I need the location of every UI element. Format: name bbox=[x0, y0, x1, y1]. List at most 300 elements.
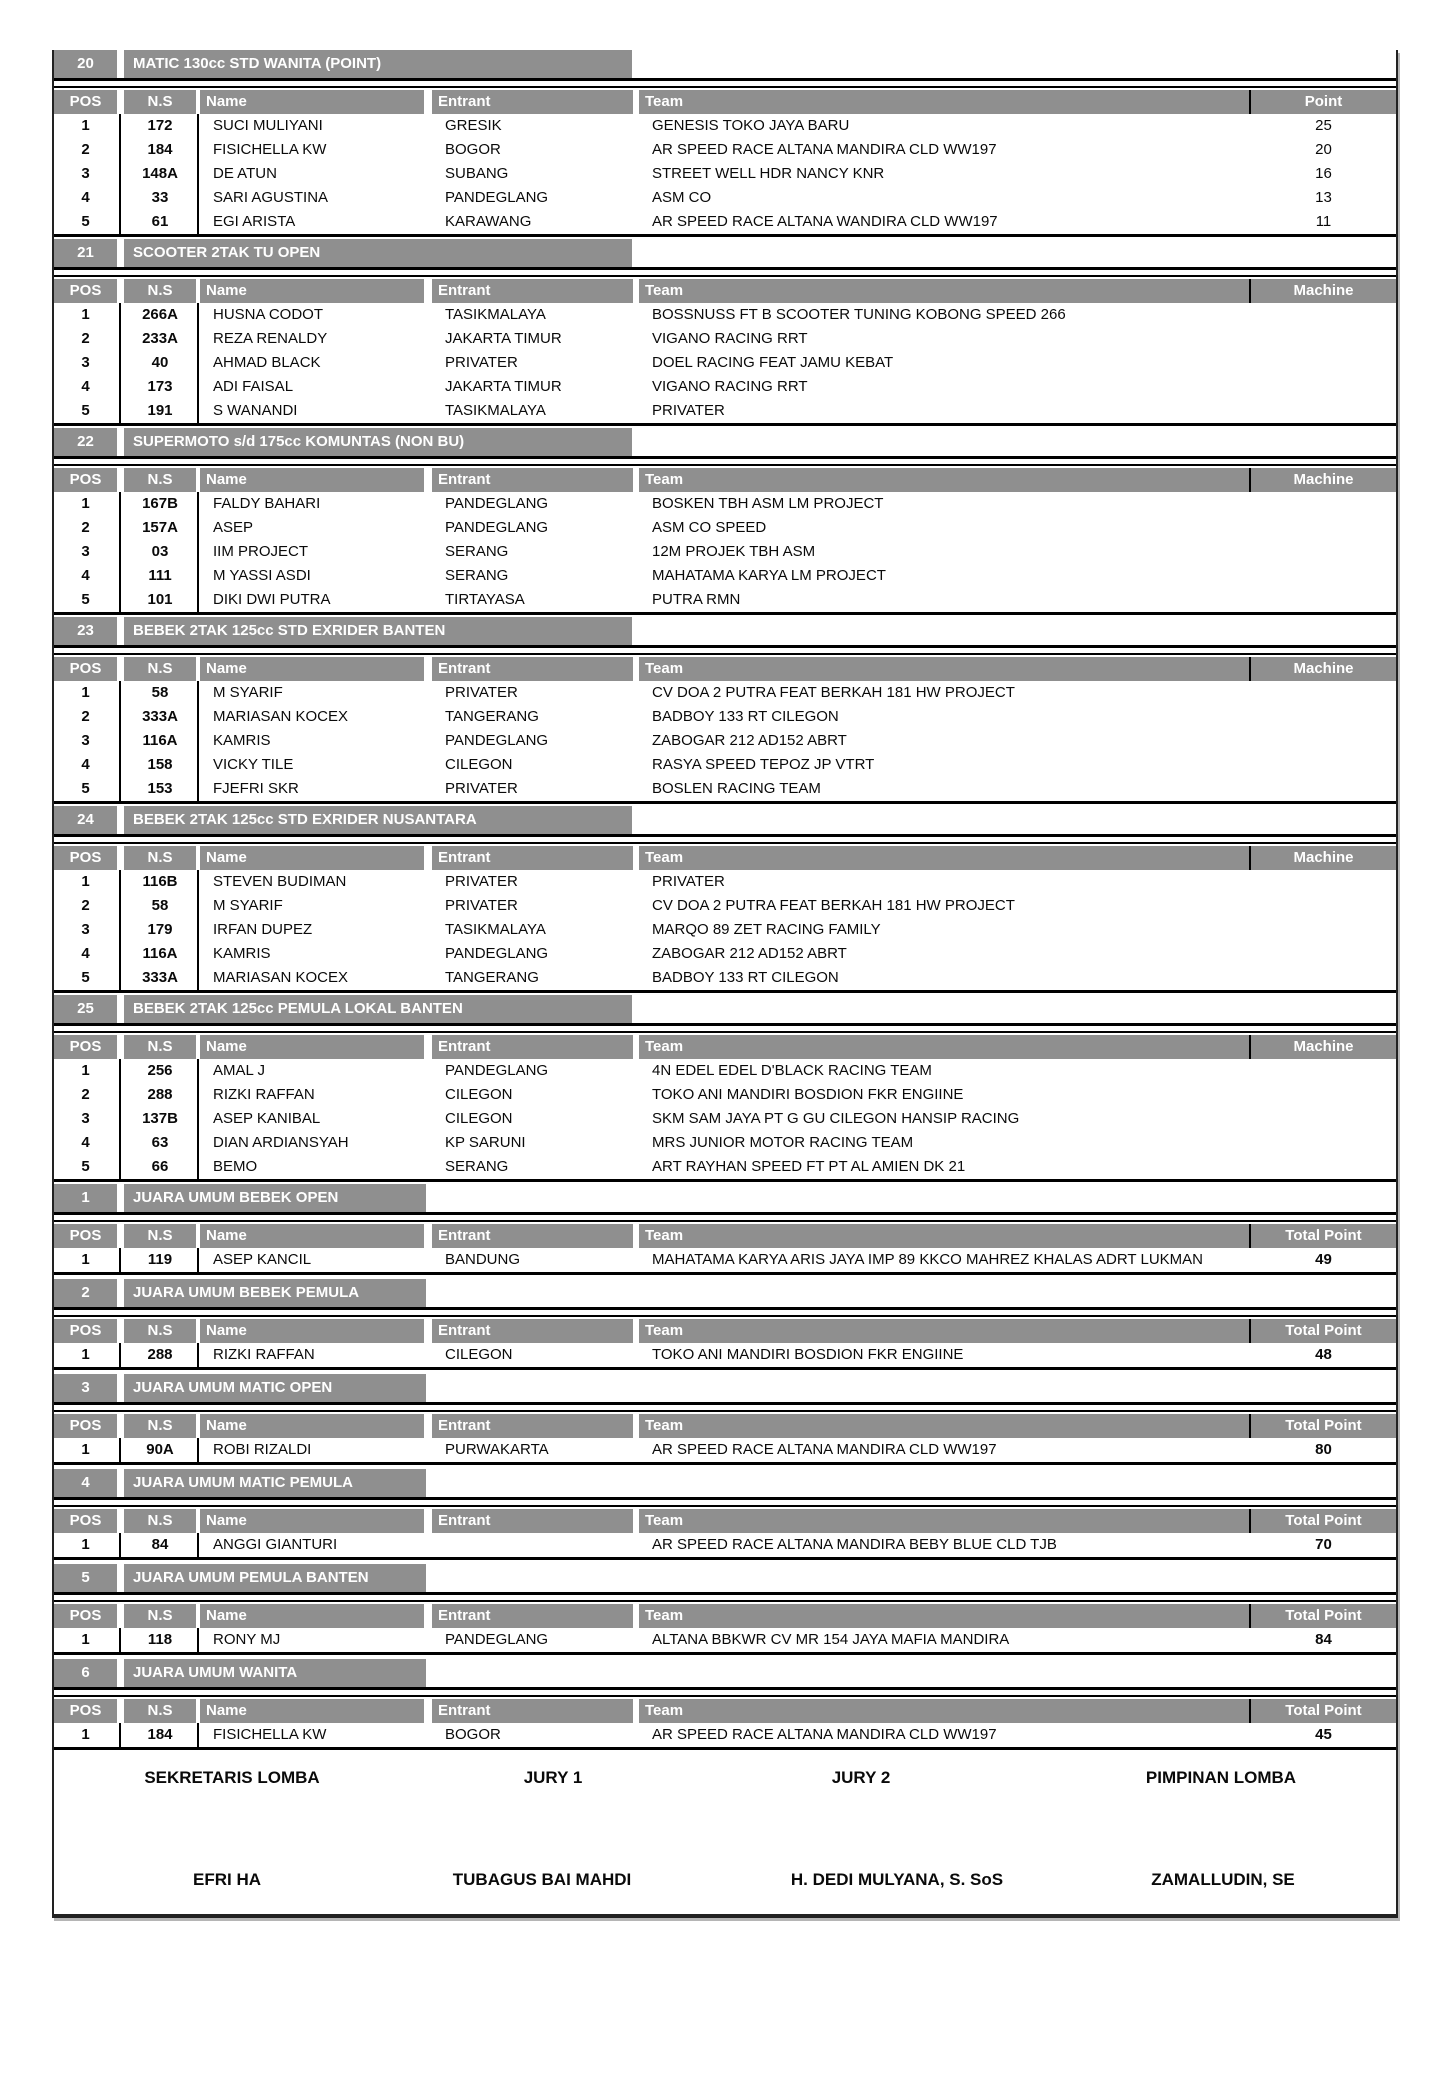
col-header-team: Team bbox=[639, 1224, 1249, 1248]
cell-pos: 5 bbox=[81, 1158, 90, 1175]
col-header-pos: POS bbox=[54, 1224, 117, 1248]
cell-name: KAMRIS bbox=[213, 732, 271, 749]
pos-column-rule bbox=[119, 1059, 121, 1179]
results-section bbox=[54, 239, 1396, 426]
cell-ns: 58 bbox=[151, 684, 169, 701]
cell-last: 45 bbox=[1315, 1726, 1332, 1743]
section-title: MATIC 130cc STD WANITA (POINT) bbox=[124, 50, 632, 78]
col-gap bbox=[424, 1059, 432, 1083]
cell-name: ADI FAISAL bbox=[213, 378, 294, 395]
col-gap bbox=[424, 138, 432, 162]
cell-name: HUSNA CODOT bbox=[213, 306, 324, 323]
column-header-row bbox=[54, 1699, 1396, 1723]
table-row bbox=[54, 1107, 1396, 1131]
results-section bbox=[54, 1469, 1396, 1560]
cell-ns: 179 bbox=[147, 921, 173, 938]
section-rows bbox=[54, 870, 1396, 993]
cell-ns: 167B bbox=[142, 495, 178, 512]
cell-pos: 1 bbox=[81, 1346, 90, 1363]
col-header-pos: POS bbox=[54, 90, 117, 114]
col-header-last: Machine bbox=[1251, 846, 1396, 870]
col-gap bbox=[424, 657, 432, 681]
cell-last bbox=[1251, 564, 1396, 588]
ns-column-rule bbox=[197, 1438, 199, 1462]
cell-pos: 3 bbox=[81, 165, 90, 182]
section-header-row bbox=[54, 806, 1396, 837]
col-gap bbox=[424, 279, 432, 303]
section-number: 21 bbox=[54, 239, 117, 267]
cell-ns: 288 bbox=[147, 1086, 173, 1103]
cell-entrant: PRIVATER bbox=[445, 354, 518, 371]
col-gap bbox=[424, 918, 432, 942]
col-gap bbox=[424, 1509, 432, 1533]
col-header-entrant: Entrant bbox=[432, 90, 633, 114]
cell-entrant: PRIVATER bbox=[445, 897, 518, 914]
col-header-name: Name bbox=[200, 279, 424, 303]
col-header-team: Team bbox=[639, 846, 1249, 870]
cell-pos: 1 bbox=[81, 117, 90, 134]
cell-ns: 61 bbox=[151, 213, 169, 230]
cell-team: DOEL RACING FEAT JAMU KEBAT bbox=[652, 354, 894, 371]
cell-last bbox=[1251, 303, 1396, 327]
cell-ns: 172 bbox=[147, 117, 173, 134]
cell-last bbox=[1251, 894, 1396, 918]
col-header-entrant: Entrant bbox=[432, 1604, 633, 1628]
cell-pos: 5 bbox=[81, 402, 90, 419]
results-section bbox=[54, 1374, 1396, 1465]
cell-entrant: GRESIK bbox=[445, 117, 502, 134]
results-section bbox=[54, 806, 1396, 993]
cell-ns: 111 bbox=[148, 567, 172, 584]
col-header-team: Team bbox=[639, 1699, 1249, 1723]
cell-team: AR SPEED RACE ALTANA MANDIRA CLD WW197 bbox=[652, 1726, 997, 1743]
section-number: 24 bbox=[54, 806, 117, 834]
cell-entrant: BANDUNG bbox=[445, 1251, 521, 1268]
cell-entrant: PRIVATER bbox=[445, 780, 518, 797]
results-section bbox=[54, 1564, 1396, 1655]
cell-entrant: JAKARTA TIMUR bbox=[445, 330, 562, 347]
cell-last: 13 bbox=[1315, 189, 1332, 206]
cell-name: FISICHELLA KW bbox=[213, 141, 327, 158]
col-gap bbox=[424, 1723, 432, 1747]
cell-pos: 4 bbox=[81, 189, 90, 206]
cell-name: ASEP KANCIL bbox=[213, 1251, 312, 1268]
cell-entrant: TIRTAYASA bbox=[445, 591, 525, 608]
cell-team: BOSKEN TBH ASM LM PROJECT bbox=[652, 495, 884, 512]
cell-team: VIGANO RACING RRT bbox=[652, 378, 808, 395]
cell-ns: 84 bbox=[151, 1536, 169, 1553]
col-header-entrant: Entrant bbox=[432, 279, 633, 303]
column-header-rule bbox=[54, 86, 1396, 114]
cell-pos: 3 bbox=[81, 354, 90, 371]
results-section bbox=[54, 995, 1396, 1182]
cell-last bbox=[1251, 540, 1396, 564]
col-header-last: Total Point bbox=[1251, 1319, 1396, 1343]
col-header-team: Team bbox=[639, 90, 1249, 114]
col-header-last: Machine bbox=[1251, 657, 1396, 681]
col-header-last: Total Point bbox=[1251, 1414, 1396, 1438]
col-gap bbox=[117, 1319, 124, 1343]
cell-name: AMAL J bbox=[213, 1062, 265, 1079]
signature-role-pimpinan: PIMPINAN LOMBA bbox=[1145, 1768, 1297, 1787]
signature-name-pimpinan: ZAMALLUDIN, SE bbox=[1151, 1870, 1295, 1889]
col-header-entrant: Entrant bbox=[432, 1035, 633, 1059]
cell-ns: 233A bbox=[142, 330, 178, 347]
cell-name: M SYARIF bbox=[213, 897, 283, 914]
col-header-ns: N.S bbox=[124, 1509, 196, 1533]
cell-name: REZA RENALDY bbox=[213, 330, 328, 347]
col-gap bbox=[117, 1035, 124, 1059]
cell-entrant: PANDEGLANG bbox=[445, 495, 549, 512]
cell-last bbox=[1251, 870, 1396, 894]
column-header-rule bbox=[54, 1695, 1396, 1723]
ns-column-rule bbox=[197, 1533, 199, 1557]
cell-name: KAMRIS bbox=[213, 945, 271, 962]
col-header-last: Total Point bbox=[1251, 1509, 1396, 1533]
column-header-rule bbox=[54, 464, 1396, 492]
col-header-entrant: Entrant bbox=[432, 1699, 633, 1723]
cell-name: RONY MJ bbox=[213, 1631, 281, 1648]
cell-entrant: TANGERANG bbox=[445, 969, 539, 986]
section-rows bbox=[54, 492, 1396, 615]
cell-entrant: PANDEGLANG bbox=[445, 732, 549, 749]
cell-team: BADBOY 133 RT CILEGON bbox=[652, 708, 839, 725]
cell-pos: 1 bbox=[81, 1631, 90, 1648]
section-number: 23 bbox=[54, 617, 117, 645]
section-rows bbox=[54, 1248, 1396, 1275]
table-row bbox=[54, 516, 1396, 540]
col-header-ns: N.S bbox=[124, 657, 196, 681]
cell-name: DIAN ARDIANSYAH bbox=[213, 1134, 349, 1151]
cell-team: CV DOA 2 PUTRA FEAT BERKAH 181 HW PROJECT bbox=[652, 684, 1015, 701]
ns-column-rule bbox=[197, 681, 199, 801]
cell-pos: 5 bbox=[81, 969, 90, 986]
cell-team: ART RAYHAN SPEED FT PT AL AMIEN DK 21 bbox=[652, 1158, 966, 1175]
results-section bbox=[54, 1279, 1396, 1370]
cell-ns: 158 bbox=[147, 756, 173, 773]
cell-entrant: PURWAKARTA bbox=[445, 1441, 549, 1458]
col-gap bbox=[424, 1083, 432, 1107]
cell-entrant: PANDEGLANG bbox=[445, 1062, 549, 1079]
cell-entrant: KP SARUNI bbox=[445, 1134, 526, 1151]
pos-column-rule bbox=[119, 1628, 121, 1652]
cell-ns: 333A bbox=[142, 969, 178, 986]
cell-last bbox=[1251, 705, 1396, 729]
ns-column-rule bbox=[197, 1059, 199, 1179]
col-header-last: Machine bbox=[1251, 279, 1396, 303]
cell-ns: 116A bbox=[142, 945, 178, 962]
col-gap bbox=[424, 1319, 432, 1343]
cell-ns: 63 bbox=[151, 1134, 169, 1151]
cell-pos: 1 bbox=[81, 1251, 90, 1268]
ns-column-rule bbox=[197, 1723, 199, 1747]
signature-name-sekretaris: EFRI HA bbox=[193, 1870, 261, 1889]
section-header-row bbox=[54, 995, 1396, 1026]
cell-pos: 2 bbox=[81, 519, 90, 536]
section-rows bbox=[54, 681, 1396, 804]
col-header-last: Total Point bbox=[1251, 1224, 1396, 1248]
cell-entrant: PRIVATER bbox=[445, 684, 518, 701]
col-header-team: Team bbox=[639, 279, 1249, 303]
col-header-entrant: Entrant bbox=[432, 1414, 633, 1438]
cell-team: AR SPEED RACE ALTANA WANDIRA CLD WW197 bbox=[652, 213, 998, 230]
col-header-ns: N.S bbox=[124, 1035, 196, 1059]
cell-ns: 03 bbox=[151, 543, 169, 560]
section-title: BEBEK 2TAK 125cc PEMULA LOKAL BANTEN bbox=[124, 995, 632, 1023]
cell-entrant: TASIKMALAYA bbox=[445, 402, 546, 419]
section-title: SUPERMOTO s/d 175cc KOMUNTAS (NON BU) bbox=[124, 428, 632, 456]
results-section bbox=[54, 617, 1396, 804]
cell-team: ZABOGAR 212 AD152 ABRT bbox=[652, 732, 847, 749]
cell-last bbox=[1251, 681, 1396, 705]
col-gap bbox=[424, 942, 432, 966]
cell-pos: 1 bbox=[81, 1536, 90, 1553]
table-row bbox=[54, 114, 1396, 138]
col-header-pos: POS bbox=[54, 279, 117, 303]
col-gap bbox=[117, 1509, 124, 1533]
cell-pos: 2 bbox=[81, 330, 90, 347]
cell-name: DIKI DWI PUTRA bbox=[213, 591, 331, 608]
cell-team: MARQO 89 ZET RACING FAMILY bbox=[652, 921, 881, 938]
section-number: 25 bbox=[54, 995, 117, 1023]
col-gap bbox=[424, 753, 432, 777]
section-number: 5 bbox=[54, 1564, 117, 1592]
cell-last bbox=[1251, 966, 1396, 990]
cell-name: ASEP bbox=[213, 519, 254, 536]
column-header-row bbox=[54, 1319, 1396, 1343]
column-header-rule bbox=[54, 1505, 1396, 1533]
cell-last bbox=[1251, 1083, 1396, 1107]
column-header-rule bbox=[54, 1031, 1396, 1059]
col-header-pos: POS bbox=[54, 1319, 117, 1343]
cell-pos: 2 bbox=[81, 141, 90, 158]
column-header-rule bbox=[54, 653, 1396, 681]
cell-last bbox=[1251, 753, 1396, 777]
cell-last: 48 bbox=[1315, 1346, 1332, 1363]
col-header-name: Name bbox=[200, 846, 424, 870]
cell-name: STEVEN BUDIMAN bbox=[213, 873, 347, 890]
col-gap bbox=[117, 90, 124, 114]
col-gap bbox=[117, 1604, 124, 1628]
cell-entrant: CILEGON bbox=[445, 756, 513, 773]
col-gap bbox=[424, 966, 432, 990]
cell-entrant: SERANG bbox=[445, 1158, 509, 1175]
col-gap bbox=[424, 210, 432, 234]
cell-team: AR SPEED RACE ALTANA MANDIRA CLD WW197 bbox=[652, 141, 997, 158]
col-header-pos: POS bbox=[54, 1414, 117, 1438]
cell-entrant: CILEGON bbox=[445, 1086, 513, 1103]
cell-team: MAHATAMA KARYA LM PROJECT bbox=[652, 567, 886, 584]
cell-pos: 3 bbox=[81, 732, 90, 749]
cell-name: MARIASAN KOCEX bbox=[213, 969, 349, 986]
column-header-row bbox=[54, 468, 1396, 492]
cell-last bbox=[1251, 399, 1396, 423]
cell-last: 80 bbox=[1315, 1441, 1332, 1458]
section-title: BEBEK 2TAK 125cc STD EXRIDER NUSANTARA bbox=[124, 806, 632, 834]
table-row bbox=[54, 1248, 1396, 1272]
section-rows bbox=[54, 1628, 1396, 1655]
cell-ns: 116A bbox=[142, 732, 178, 749]
cell-last bbox=[1251, 375, 1396, 399]
col-header-team: Team bbox=[639, 1319, 1249, 1343]
cell-name: FJEFRI SKR bbox=[213, 780, 299, 797]
cell-ns: 153 bbox=[147, 780, 173, 797]
cell-team: PUTRA RMN bbox=[652, 591, 741, 608]
cell-name: BEMO bbox=[213, 1158, 258, 1175]
cell-entrant: PANDEGLANG bbox=[445, 519, 549, 536]
section-title: JUARA UMUM WANITA bbox=[124, 1659, 426, 1687]
cell-last: 11 bbox=[1315, 213, 1332, 230]
col-header-last: Total Point bbox=[1251, 1604, 1396, 1628]
results-section bbox=[54, 1659, 1396, 1750]
col-gap bbox=[424, 1131, 432, 1155]
col-header-pos: POS bbox=[54, 657, 117, 681]
cell-entrant: SERANG bbox=[445, 567, 509, 584]
column-header-row bbox=[54, 1604, 1396, 1628]
cell-pos: 1 bbox=[81, 1062, 90, 1079]
signature-name-jury2: H. DEDI MULYANA, S. SoS bbox=[790, 1870, 1004, 1889]
cell-entrant: BOGOR bbox=[445, 1726, 501, 1743]
cell-entrant: SERANG bbox=[445, 543, 509, 560]
cell-ns: 119 bbox=[147, 1251, 173, 1268]
col-gap bbox=[424, 705, 432, 729]
cell-pos: 3 bbox=[81, 543, 90, 560]
section-header-row bbox=[54, 1374, 1396, 1405]
table-row bbox=[54, 681, 1396, 705]
cell-name: RIZKI RAFFAN bbox=[213, 1346, 315, 1363]
cell-team: 12M PROJEK TBH ASM bbox=[652, 543, 816, 560]
table-row bbox=[54, 1343, 1396, 1367]
column-header-row bbox=[54, 1414, 1396, 1438]
section-title: JUARA UMUM MATIC PEMULA bbox=[124, 1469, 426, 1497]
cell-last: 84 bbox=[1315, 1631, 1332, 1648]
cell-last bbox=[1251, 1131, 1396, 1155]
cell-last bbox=[1251, 588, 1396, 612]
column-header-row bbox=[54, 279, 1396, 303]
ns-column-rule bbox=[197, 1343, 199, 1367]
table-row bbox=[54, 729, 1396, 753]
cell-team: ASM CO bbox=[652, 189, 712, 206]
section-number: 20 bbox=[54, 50, 117, 78]
column-header-rule bbox=[54, 1410, 1396, 1438]
cell-entrant: PANDEGLANG bbox=[445, 189, 549, 206]
cell-name: RIZKI RAFFAN bbox=[213, 1086, 315, 1103]
cell-name: FALDY BAHARI bbox=[213, 495, 321, 512]
cell-last bbox=[1251, 327, 1396, 351]
table-row bbox=[54, 210, 1396, 234]
col-header-team: Team bbox=[639, 1414, 1249, 1438]
section-header-row bbox=[54, 1279, 1396, 1310]
col-gap bbox=[424, 468, 432, 492]
cell-pos: 5 bbox=[81, 591, 90, 608]
col-gap bbox=[424, 1628, 432, 1652]
pos-column-rule bbox=[119, 492, 121, 612]
cell-name: IIM PROJECT bbox=[213, 543, 309, 560]
col-header-ns: N.S bbox=[124, 1604, 196, 1628]
col-header-ns: N.S bbox=[124, 468, 196, 492]
section-header-row bbox=[54, 50, 1396, 81]
pos-column-rule bbox=[119, 114, 121, 234]
column-header-rule bbox=[54, 1315, 1396, 1343]
col-header-last: Point bbox=[1251, 90, 1396, 114]
col-gap bbox=[424, 492, 432, 516]
table-row bbox=[54, 894, 1396, 918]
pos-column-rule bbox=[119, 1438, 121, 1462]
cell-name: S WANANDI bbox=[213, 402, 298, 419]
section-number: 6 bbox=[54, 1659, 117, 1687]
cell-pos: 5 bbox=[81, 213, 90, 230]
cell-last bbox=[1251, 777, 1396, 801]
ns-column-rule bbox=[197, 114, 199, 234]
pos-column-rule bbox=[119, 870, 121, 990]
cell-ns: 266A bbox=[142, 306, 178, 323]
col-header-team: Team bbox=[639, 657, 1249, 681]
page-frame bbox=[52, 50, 1398, 1918]
cell-team: RASYA SPEED TEPOZ JP VTRT bbox=[652, 756, 875, 773]
table-row bbox=[54, 942, 1396, 966]
cell-pos: 4 bbox=[81, 945, 90, 962]
cell-entrant: KARAWANG bbox=[445, 213, 532, 230]
section-title: JUARA UMUM BEBEK PEMULA bbox=[124, 1279, 426, 1307]
cell-pos: 1 bbox=[81, 1441, 90, 1458]
col-header-entrant: Entrant bbox=[432, 1319, 633, 1343]
cell-pos: 3 bbox=[81, 1110, 90, 1127]
cell-entrant: SUBANG bbox=[445, 165, 509, 182]
column-header-rule bbox=[54, 1220, 1396, 1248]
table-row bbox=[54, 138, 1396, 162]
col-gap bbox=[424, 375, 432, 399]
cell-ns: 184 bbox=[147, 141, 173, 158]
col-gap bbox=[424, 1107, 432, 1131]
section-rows bbox=[54, 114, 1396, 237]
cell-name: M YASSI ASDI bbox=[213, 567, 311, 584]
col-gap bbox=[424, 540, 432, 564]
sections bbox=[54, 50, 1396, 1750]
section-title: JUARA UMUM BEBEK OPEN bbox=[124, 1184, 426, 1212]
column-header-row bbox=[54, 90, 1396, 114]
ns-column-rule bbox=[197, 870, 199, 990]
col-gap bbox=[117, 846, 124, 870]
cell-entrant: TASIKMALAYA bbox=[445, 306, 546, 323]
cell-ns: 66 bbox=[151, 1158, 169, 1175]
col-header-last: Total Point bbox=[1251, 1699, 1396, 1723]
cell-ns: 90A bbox=[146, 1441, 174, 1458]
column-header-row bbox=[54, 846, 1396, 870]
cell-team: AR SPEED RACE ALTANA MANDIRA CLD WW197 bbox=[652, 1441, 997, 1458]
signature-role-jury2: JURY 2 bbox=[831, 1768, 891, 1787]
cell-pos: 2 bbox=[81, 708, 90, 725]
cell-ns: 118 bbox=[147, 1631, 173, 1648]
cell-team: VIGANO RACING RRT bbox=[652, 330, 808, 347]
section-header-row bbox=[54, 239, 1396, 270]
col-gap bbox=[424, 846, 432, 870]
cell-ns: 148A bbox=[142, 165, 178, 182]
cell-pos: 2 bbox=[81, 1086, 90, 1103]
col-header-name: Name bbox=[200, 1319, 424, 1343]
cell-name: SARI AGUSTINA bbox=[213, 189, 329, 206]
column-header-row bbox=[54, 1224, 1396, 1248]
table-row bbox=[54, 1533, 1396, 1557]
table-row bbox=[54, 399, 1396, 423]
section-rows bbox=[54, 1723, 1396, 1750]
col-header-ns: N.S bbox=[124, 279, 196, 303]
ns-column-rule bbox=[197, 1248, 199, 1272]
section-number: 4 bbox=[54, 1469, 117, 1497]
col-header-last: Machine bbox=[1251, 468, 1396, 492]
col-gap bbox=[424, 1155, 432, 1179]
table-row bbox=[54, 564, 1396, 588]
col-gap bbox=[424, 1224, 432, 1248]
